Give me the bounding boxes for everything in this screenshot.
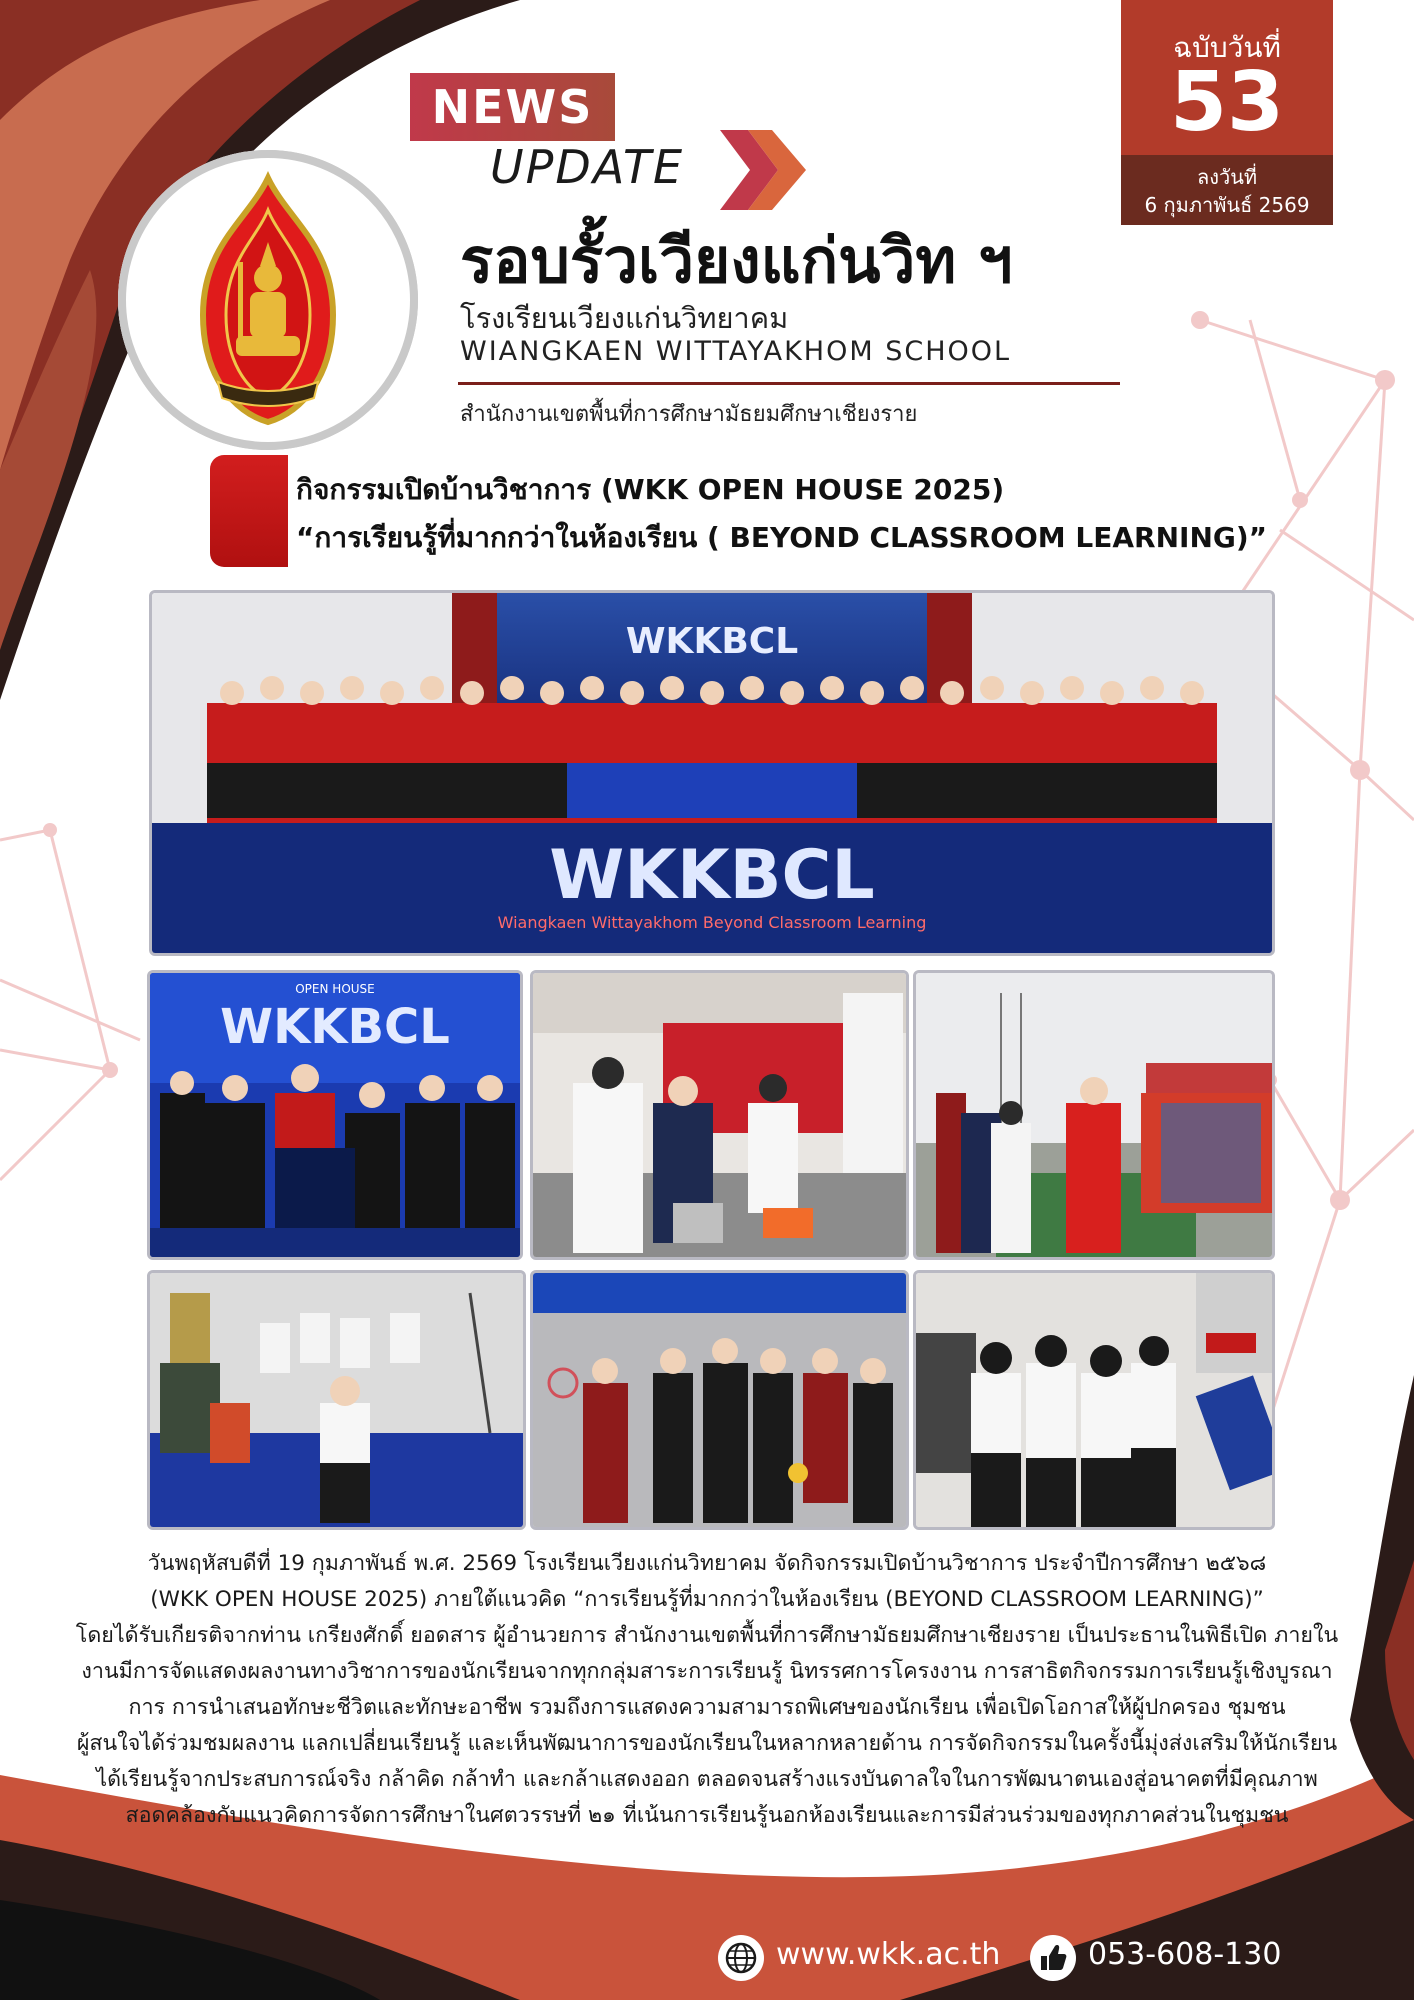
photo-group-stage (149, 590, 1275, 956)
body-line: สอดคล้องกับแนวคิดการจัดการศึกษาในศตวรรษที่ ๒๑ ที่เน้นการเรียนรู้นอกห้องเรียนและการมีส่วนร่วมของทุกภาคส่วนในชุมชน (125, 1803, 1289, 1828)
article-body (40, 1546, 1374, 1834)
chevron-right-icon (720, 130, 810, 210)
body-line: วันพฤหัสบดีที่ 19 กุมภาพันธ์ พ.ศ. 2569 โรงเรียนเวียงแก่นวิทยาคม จัดกิจกรรมเปิดบ้านวิชาการ ประจำปีการศึกษา ๒๕๖๘ (147, 1551, 1267, 1576)
divider (458, 382, 1120, 385)
svg-text:WKKBCL: WKKBCL (220, 999, 450, 1055)
date-value: 6 กุมภาพันธ์ 2569 (1144, 193, 1310, 217)
news-tag: NEWS (410, 73, 615, 141)
school-name-english: WIANGKAEN WITTAYAKHOM SCHOOL (460, 336, 1012, 367)
photo-tent-crowd (530, 1270, 909, 1530)
body-line: (WKK OPEN HOUSE 2025) ภายใต้แนวคิด “การเรียนรู้ที่มากกว่าในห้องเรียน (BEYOND CLASSROOM LEARNING)” (150, 1587, 1264, 1612)
headline-line-1: กิจกรรมเปิดบ้านวิชาการ (WKK OPEN HOUSE 2025) (296, 473, 1005, 506)
issue-label: ฉบับวันที่ (1173, 31, 1281, 64)
body-line: ผู้สนใจได้ร่วมชมผลงาน แลกเปลี่ยนเรียนรู้ และเห็นพัฒนาการของนักเรียนในหลากหลายด้าน การจัดกิจกรรมในครั้งนี้มุ่งส่งเสริมให้นักเรียน (76, 1731, 1338, 1756)
body-line: ได้เรียนรู้จากประสบการณ์จริง กล้าคิด กล้าทำ และกล้าแสดงออก ตลอดจนสร้างแรงบันดาลใจในการพัฒนาตนเองสู่อนาคตที่มีคุณภาพ (96, 1767, 1318, 1792)
school-emblem-icon (118, 150, 418, 450)
logo-ring (118, 150, 418, 450)
school-name-thai: โรงเรียนเวียงแก่นวิทยาคม (460, 301, 789, 335)
body-line: โดยได้รับเกียรติจากท่าน เกรียงศักดิ์ ยอดสาร ผู้อำนวยการ สำนักงานเขตพื้นที่การศึกษามัธยมศึกษาเชียงราย เป็นประธานในพิธีเปิด ภายใน (75, 1623, 1339, 1648)
photo-outdoor-art (913, 970, 1275, 1260)
phone-text[interactable]: 053-608-130 (1088, 1937, 1282, 1972)
body-line: การ การนำเสนอทักษะชีวิตและทักษะอาชีพ รวมถึงการแสดงความสามารถพิเศษของนักเรียน เพื่อเปิดโอกาสให้ผู้ปกครอง ชุมชน (128, 1695, 1286, 1720)
body-line: งานมีการจัดแสดงผลงานทางวิชาการของนักเรียนจากทุกกลุ่มสาระการเรียนรู้ นิทรรศการโครงงาน การสาธิตกิจกรรมการเรียนรู้เชิงบูรณา (81, 1659, 1333, 1684)
website-text[interactable]: www.wkk.ac.th (776, 1937, 1001, 1972)
globe-icon (718, 1935, 764, 1981)
thumbs-up-icon (1030, 1935, 1076, 1981)
newsletter-title: รอบรั้วเวียงแก่นวิท ฯ (460, 224, 1013, 297)
photo-exhibition-booth (530, 970, 909, 1260)
main-banner-subtext: Wiangkaen Wittayakhom Beyond Classroom Learning (497, 913, 927, 932)
photo-student-presenters (913, 1270, 1275, 1530)
photo-band-performance (147, 1270, 526, 1530)
date-label: ลงวันที่ (1196, 165, 1258, 189)
issue-number: 53 (1169, 55, 1285, 150)
svg-text:WKKBCL: WKKBCL (625, 621, 799, 662)
update-label: UPDATE (490, 140, 685, 194)
date-box (1121, 155, 1333, 225)
main-banner-text: WKKBCL (549, 836, 875, 915)
issue-box (1121, 0, 1333, 155)
headline-line-2: “การเรียนรู้ที่มากกว่าในห้องเรียน ( BEYOND CLASSROOM LEARNING)” (296, 521, 1268, 554)
headline-marker (210, 455, 288, 567)
stage-sign-text: OPEN HOUSE (295, 982, 375, 996)
education-office: สำนักงานเขตพื้นที่การศึกษามัธยมศึกษาเชียงราย (460, 402, 918, 427)
photo-stage-speaker (147, 970, 523, 1260)
